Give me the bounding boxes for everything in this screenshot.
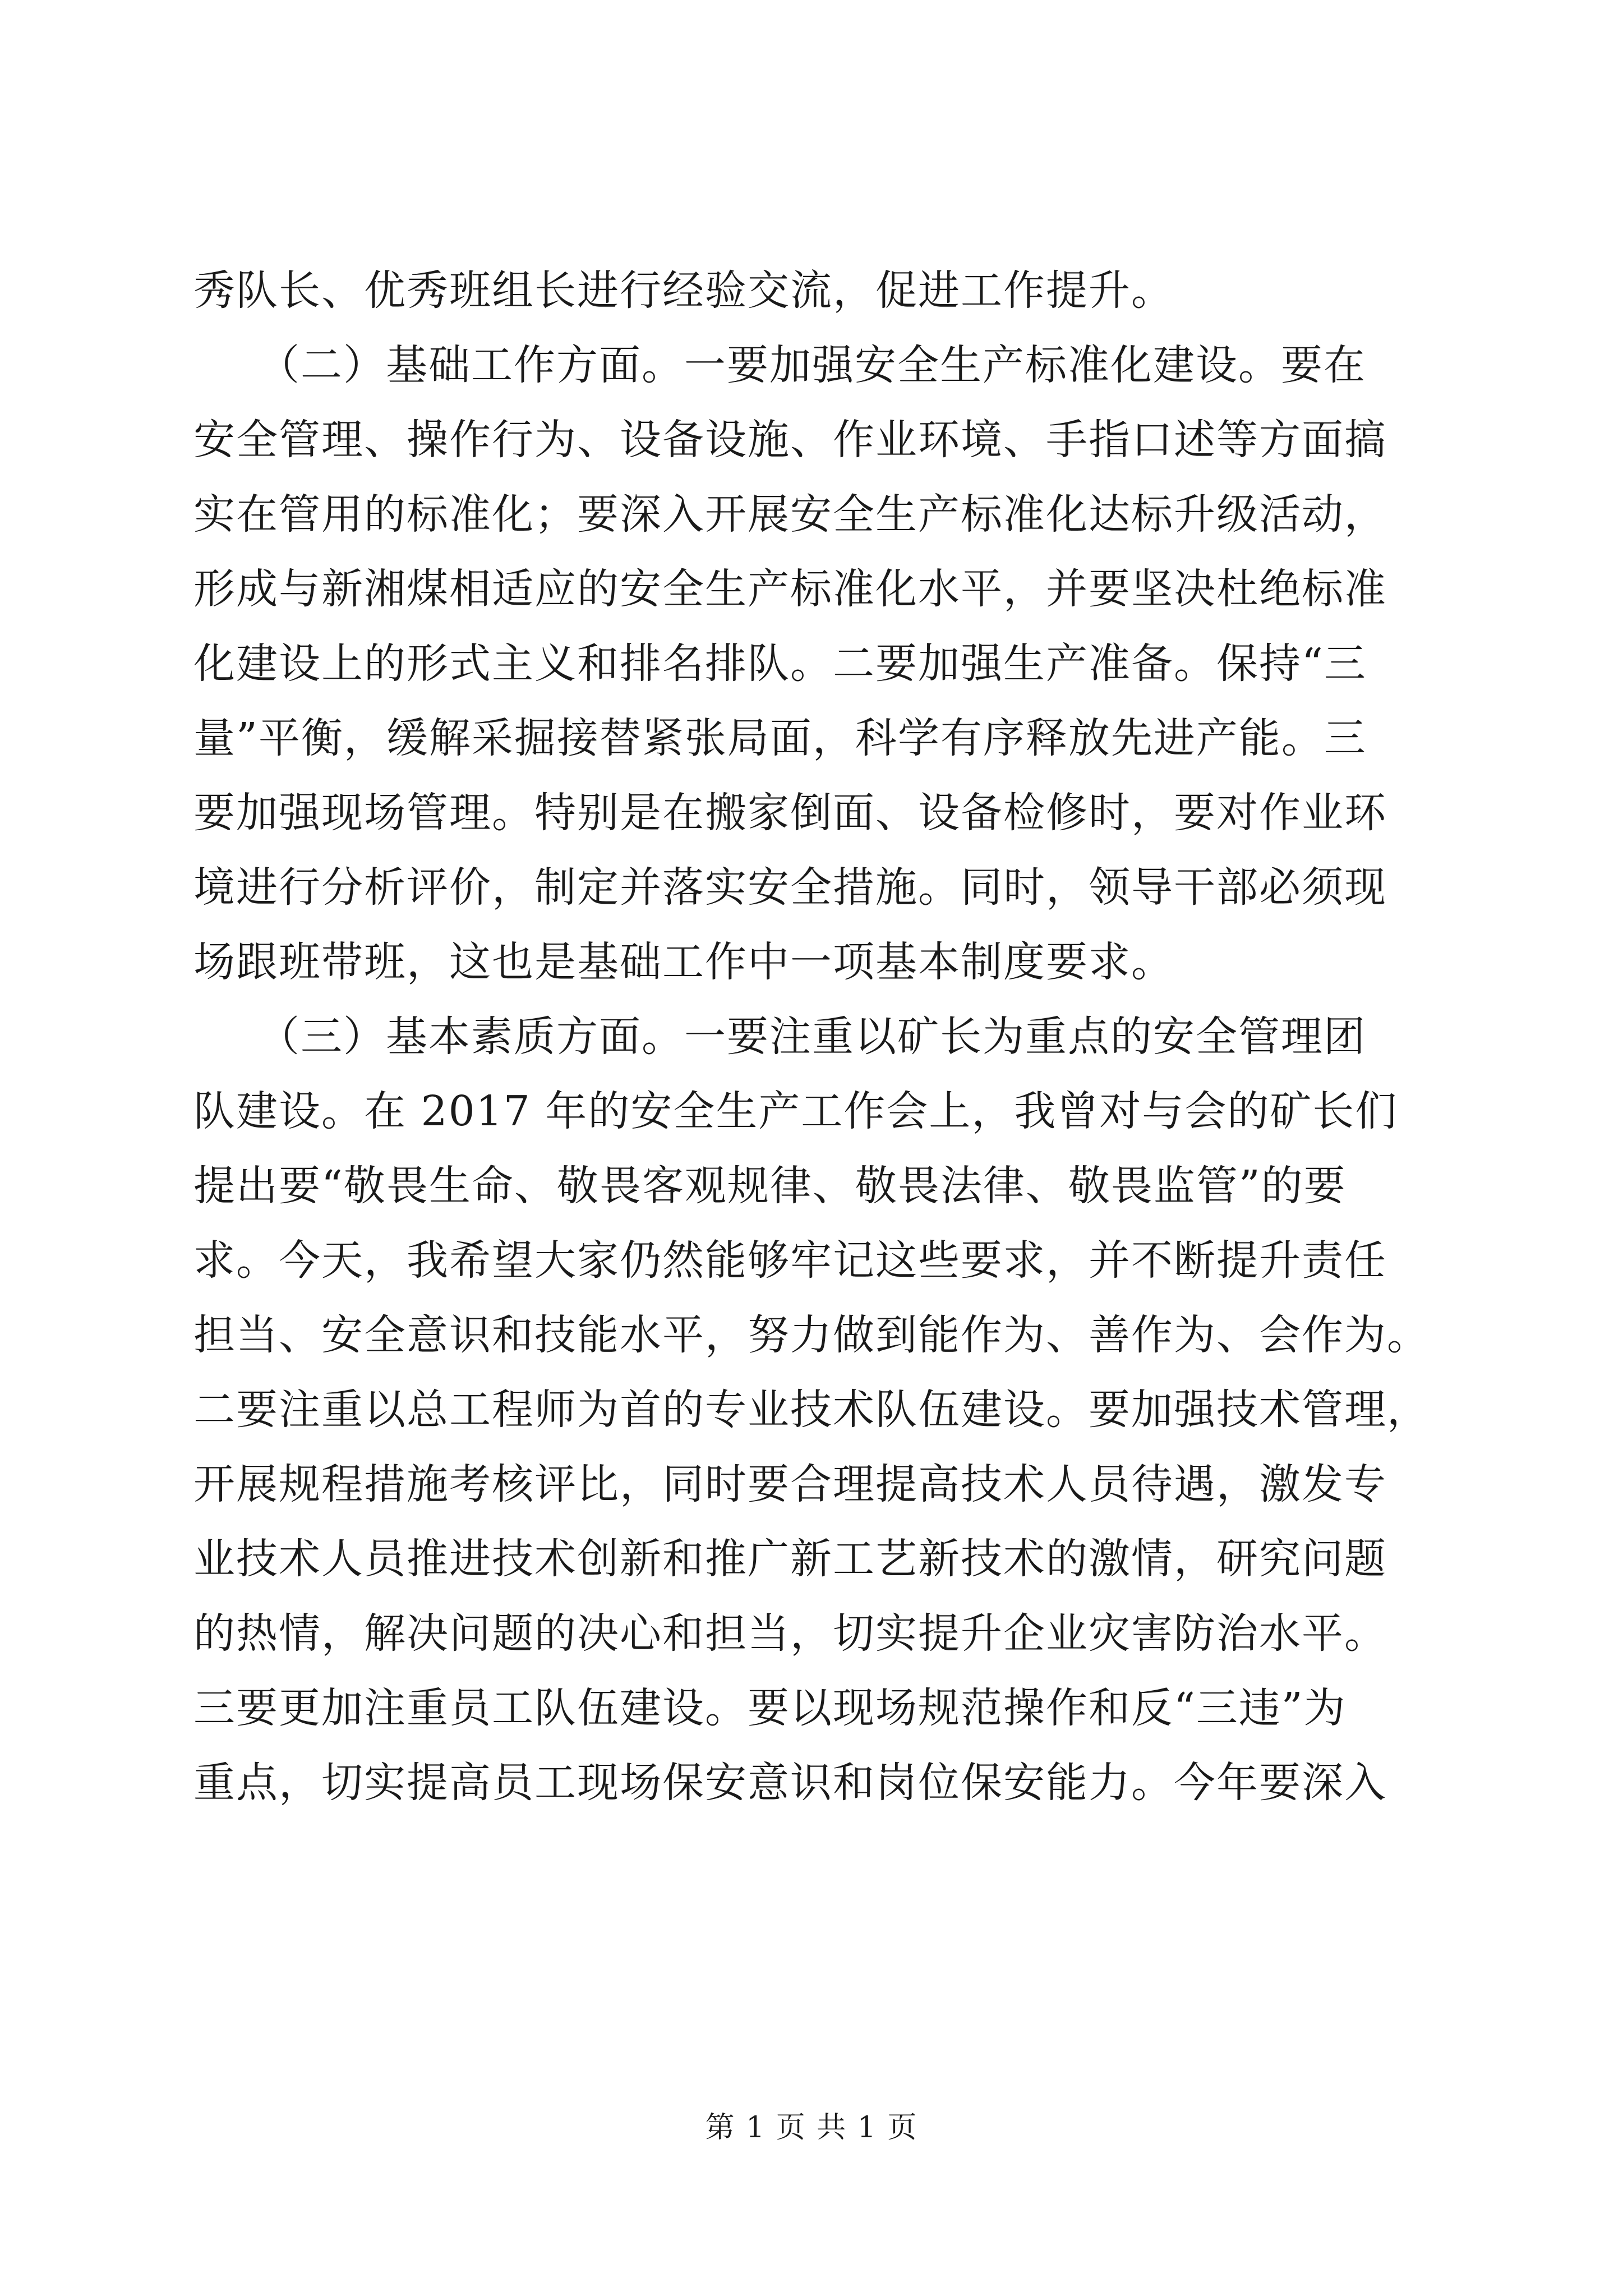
text-line: 担当、安全意识和技能水平，努力做到能作为、善作为、会作为。 <box>193 1311 1430 1359</box>
text-line: （三）基本素质方面。一要注重以矿长为重点的安全管理团 <box>193 1013 1366 1061</box>
text-line: 三要更加注重员工队伍建设。要以现场规范操作和反“三违”为 <box>193 1684 1347 1732</box>
text-line: 求。今天，我希望大家仍然能够牢记这些要求，并不断提升责任 <box>193 1236 1387 1285</box>
text-line: 要加强现场管理。特别是在搬家倒面、设备检修时，要对作业环 <box>193 789 1387 837</box>
text-line: 安全管理、操作行为、设备设施、作业环境、手指口述等方面搞 <box>193 416 1387 464</box>
page-number-footer: 第 1 页 共 1 页 <box>705 2111 918 2145</box>
text-line: 开展规程措施考核评比，同时要合理提高技术人员待遇，激发专 <box>193 1460 1387 1508</box>
text-line: 境进行分析评价，制定并落实安全措施。同时，领导干部必须现 <box>193 863 1387 912</box>
text-line: 量”平衡，缓解采掘接替紧张局面，科学有序释放先进产能。三 <box>193 714 1367 762</box>
text-line: 队建设。在 2017 年的安全生产工作会上，我曾对与会的矿长们 <box>193 1087 1398 1135</box>
text-line: 形成与新湘煤相适应的安全生产标准化水平，并要坚决杜绝标准 <box>193 565 1387 613</box>
text-line: 的热情，解决问题的决心和担当，切实提升企业灾害防治水平。 <box>193 1609 1387 1658</box>
text-line: 秀队长、优秀班组长进行经验交流，促进工作提升。 <box>193 266 1174 315</box>
text-line: （二）基础工作方面。一要加强安全生产标准化建设。要在 <box>193 341 1366 389</box>
text-line: 提出要“敬畏生命、敬畏客观规律、敬畏法律、敬畏监管”的要 <box>193 1162 1347 1210</box>
text-line: 二要注重以总工程师为首的专业技术队伍建设。要加强技术管理， <box>193 1386 1430 1434</box>
text-line: 实在管用的标准化；要深入开展安全生产标准化达标升级活动， <box>193 490 1387 539</box>
text-line: 场跟班带班，这也是基础工作中一项基本制度要求。 <box>193 938 1174 986</box>
text-line: 重点，切实提高员工现场保安意识和岗位保安能力。今年要深入 <box>193 1759 1387 1807</box>
document-body <box>193 254 1438 1820</box>
text-line: 业技术人员推进技术创新和推广新工艺新技术的激情，研究问题 <box>193 1535 1387 1583</box>
text-line: 化建设上的形式主义和排名排队。二要加强生产准备。保持“三 <box>193 639 1367 688</box>
